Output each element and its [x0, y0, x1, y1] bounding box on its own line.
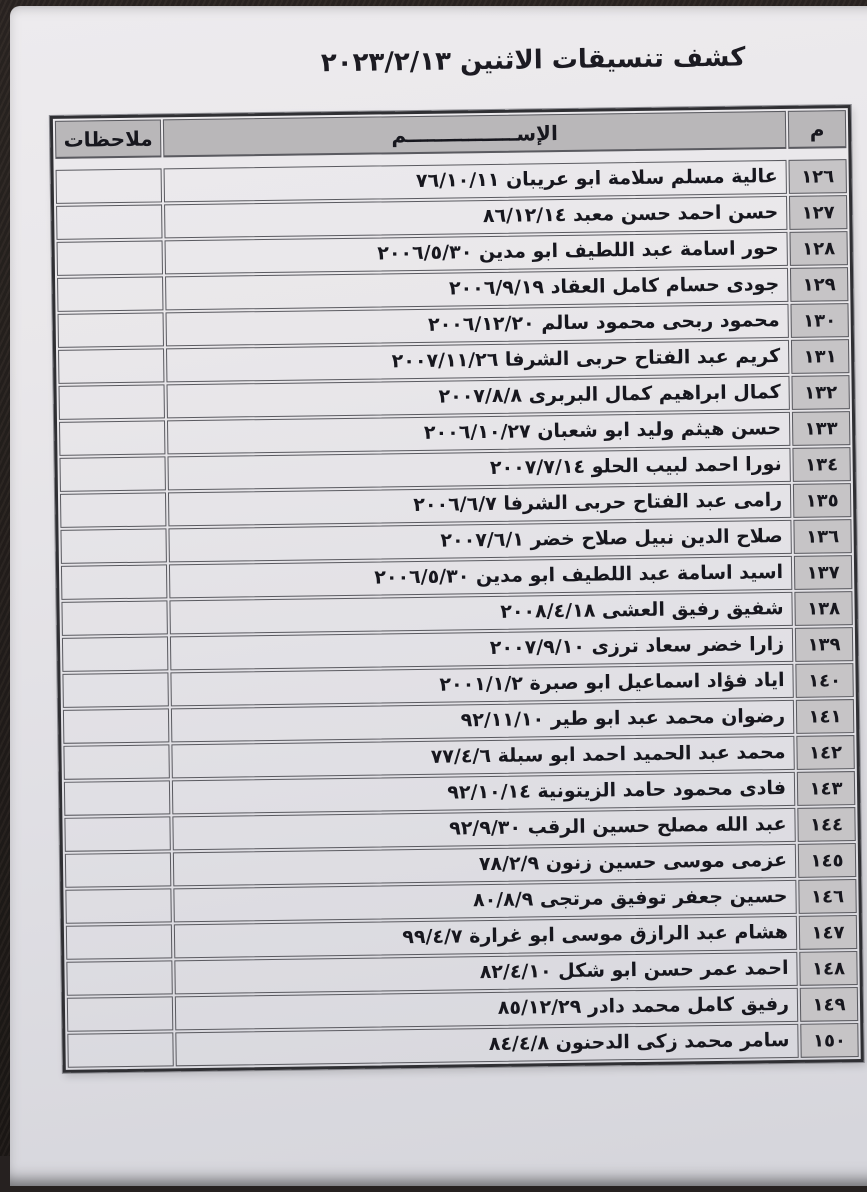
row-notes	[66, 960, 172, 995]
row-notes	[57, 276, 163, 311]
paper-sheet	[10, 6, 867, 1186]
row-name: سامر محمد زكى الدحنون ٨٤/٤/٨	[175, 1024, 798, 1066]
row-name: اياد فؤاد اسماعيل ابو صبرة ٢٠٠١/١/٢	[170, 664, 793, 706]
row-notes	[62, 672, 168, 707]
row-notes	[60, 492, 166, 527]
row-name: حور اسامة عبد اللطيف ابو مدين ٢٠٠٦/٥/٣٠	[165, 232, 788, 274]
row-name: احمد عمر حسن ابو شكل ٨٢/٤/١٠	[174, 952, 797, 994]
row-name: حسن هيثم وليد ابو شعبان ٢٠٠٦/١٠/٢٧	[167, 412, 790, 454]
row-number: ١٤٦	[798, 879, 856, 914]
row-name: شفيق رفيق العشى ٢٠٠٨/٤/١٨	[169, 592, 792, 634]
row-notes	[58, 312, 164, 347]
row-number: ١٤١	[796, 699, 854, 734]
row-notes	[59, 384, 165, 419]
row-number: ١٣٩	[795, 627, 853, 662]
row-name: عالية مسلم سلامة ابو عريبان ٧٦/١٠/١١	[164, 160, 787, 202]
roster-table-grid	[53, 108, 861, 1070]
row-number: ١٤٠	[795, 663, 853, 698]
row-number: ١٤٣	[797, 771, 855, 806]
header-notes: ملاحظات	[55, 119, 162, 158]
row-notes	[61, 600, 167, 635]
row-number: ١٣٤	[792, 447, 850, 482]
row-number: ١٤٥	[798, 843, 856, 878]
row-name: محمد عبد الحميد احمد ابو سبلة ٧٧/٤/٦	[171, 736, 794, 778]
document-content	[2, 1, 867, 1192]
row-number: ١٣٦	[793, 519, 851, 554]
row-notes	[60, 528, 166, 563]
row-notes	[57, 240, 163, 275]
row-notes	[67, 1032, 173, 1067]
row-number: ١٣٣	[792, 411, 850, 446]
row-notes	[58, 348, 164, 383]
row-number: ١٤٤	[797, 807, 855, 842]
row-notes	[62, 636, 168, 671]
row-name: رضوان محمد عبد ابو طير ٩٢/١١/١٠	[171, 700, 794, 742]
row-notes	[63, 744, 169, 779]
row-number: ١٢٨	[789, 231, 847, 266]
row-name: اسيد اسامة عبد اللطيف ابو مدين ٢٠٠٦/٥/٣٠	[169, 556, 792, 598]
row-notes	[64, 780, 170, 815]
row-name: فادى محمود حامد الزيتونية ٩٢/١٠/١٤	[172, 772, 795, 814]
header-name: الإســــــــــــــــم	[163, 111, 786, 157]
row-name: جودى حسام كامل العقاد ٢٠٠٦/٩/١٩	[165, 268, 788, 310]
row-number: ١٢٦	[788, 159, 846, 194]
row-number: ١٥٠	[800, 1023, 858, 1058]
row-name: حسين جعفر توفيق مرتجى ٨٠/٨/٩	[173, 880, 796, 922]
header-number: م	[788, 110, 847, 149]
row-notes	[67, 996, 173, 1031]
row-name: عزمى موسى حسين زنون ٧٨/٢/٩	[173, 844, 796, 886]
row-name: محمود ربحى محمود سالم ٢٠٠٦/١٢/٢٠	[166, 304, 789, 346]
row-number: ١٣٥	[793, 483, 851, 518]
row-name: رامى عبد الفتاح حربى الشرفا ٢٠٠٦/٦/٧	[168, 484, 791, 526]
row-notes	[56, 168, 162, 203]
row-name: عبد الله مصلح حسين الرقب ٩٢/٩/٣٠	[172, 808, 795, 850]
row-notes	[59, 456, 165, 491]
row-notes	[65, 888, 171, 923]
row-notes	[61, 564, 167, 599]
roster-table	[50, 105, 864, 1073]
row-number: ١٣٠	[790, 303, 848, 338]
row-number: ١٣١	[791, 339, 849, 374]
row-name: رفيق كامل محمد دادر ٨٥/١٢/٢٩	[175, 988, 798, 1030]
row-notes	[59, 420, 165, 455]
page-title: كشف تنسيقات الاثنين ٢٠٢٣/٢/١٣	[320, 42, 746, 79]
row-notes	[65, 852, 171, 887]
row-number: ١٤٢	[796, 735, 854, 770]
row-notes	[56, 204, 162, 239]
row-name: كمال ابراهيم كمال البربرى ٢٠٠٧/٨/٨	[166, 376, 789, 418]
row-name: نورا احمد لبيب الحلو ٢٠٠٧/٧/١٤	[167, 448, 790, 490]
row-number: ١٣٧	[794, 555, 852, 590]
row-number: ١٤٧	[799, 915, 857, 950]
row-number: ١٤٩	[800, 987, 858, 1022]
row-notes	[64, 816, 170, 851]
row-number: ١٣٢	[791, 375, 849, 410]
row-name: زارا خضر سعاد ترزى ٢٠٠٧/٩/١٠	[170, 628, 793, 670]
row-name: كريم عبد الفتاح حربى الشرفا ٢٠٠٧/١١/٢٦	[166, 340, 789, 382]
row-notes	[63, 708, 169, 743]
row-number: ١٢٧	[789, 195, 847, 230]
row-number: ١٣٨	[794, 591, 852, 626]
row-notes	[66, 924, 172, 959]
row-name: هشام عبد الرازق موسى ابو غرارة ٩٩/٤/٧	[174, 916, 797, 958]
row-name: صلاح الدين نبيل صلاح خضر ٢٠٠٧/٦/١	[168, 520, 791, 562]
row-number: ١٤٨	[799, 951, 857, 986]
row-number: ١٢٩	[790, 267, 848, 302]
row-name: حسن احمد حسن معبد ٨٦/١٢/١٤	[164, 196, 787, 238]
